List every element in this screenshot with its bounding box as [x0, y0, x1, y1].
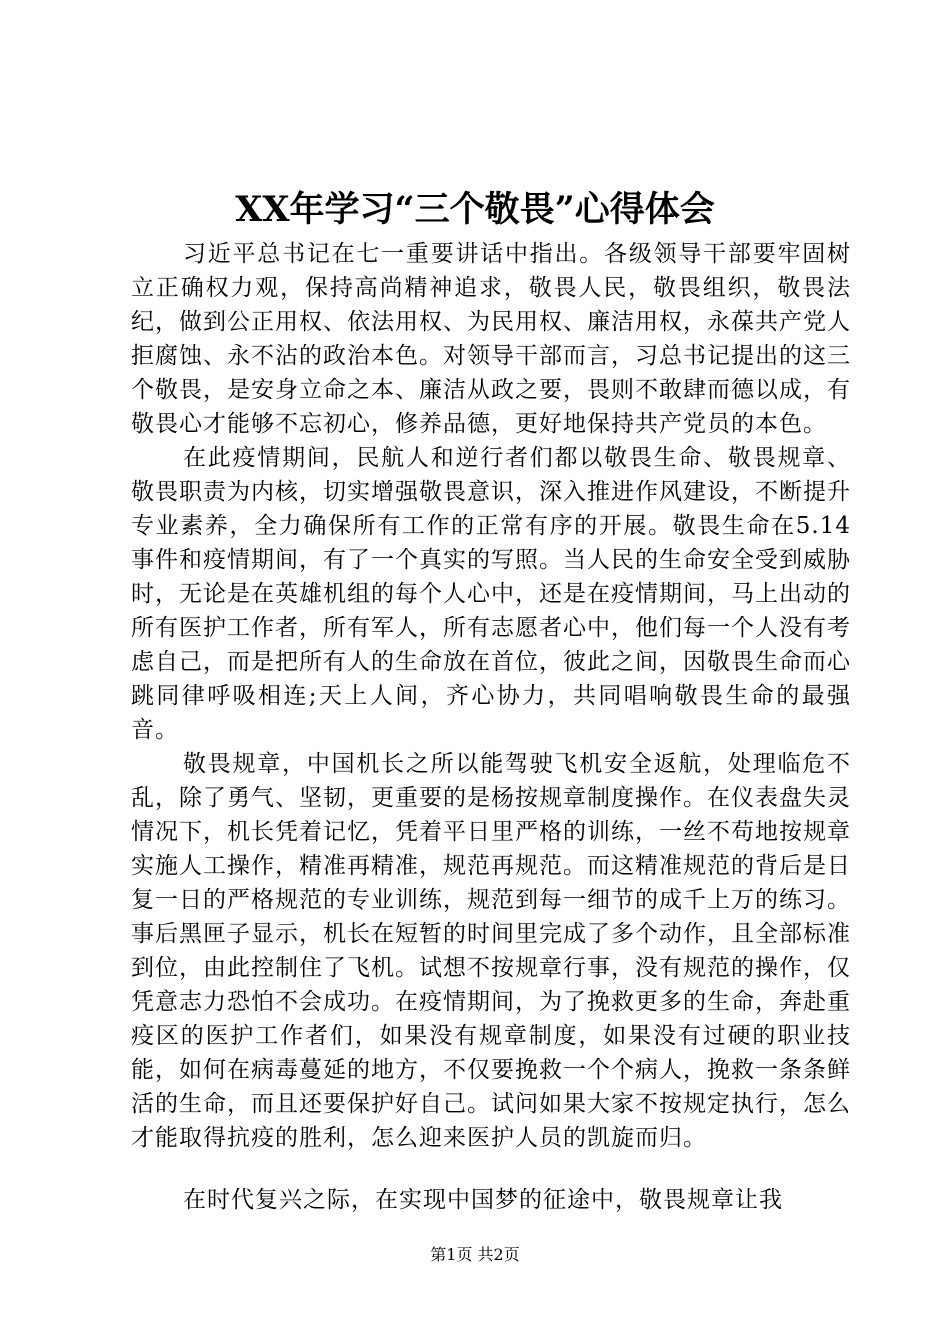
paragraph-2: 在此疫情期间，民航人和逆行者们都以敬畏生命、敬畏规章、敬畏职责为内核，切实增强敬畏意识，深入推进作风建设，不断提升专业素养，全力确保所有工作的正常有序的开展。敬畏生命在5.14事件和疫情期间，有了一个真实的写照。当人民的生命安全受到威胁时，无论是在英雄机组的每个人心中，还是在疫情期间，马上出动的所有医护工作者，所有军人，所有志愿者心中，他们每一个人没有考虑自己，而是把所有人的生命放在首位，彼此之间，因敬畏生命而心跳同律呼吸相连;天上人间，齐心协力，共同唱响敬畏生命的最强音。	[131, 445, 851, 743]
document-title: XX年学习“三个敬畏”心得体会	[235, 189, 715, 230]
paragraph-4: 在时代复兴之际，在实现中国梦的征途中，敬畏规章让我	[183, 1187, 783, 1213]
document-body	[131, 237, 851, 1217]
paragraph-1: 习近平总书记在七一重要讲话中指出。各级领导干部要牢固树立正确权力观，保持高尚精神追求，敬畏人民，敬畏组织，敬畏法纪，做到公正用权、依法用权、为民用权、廉洁用权，永葆共产党人拒腐蚀、永不沾的政治本色。对领导干部而言，习总书记提出的这三个敬畏，是安身立命之本、廉洁从政之要，畏则不敢肆而德以成，有敬畏心才能够不忘初心，修养品德，更好地保持共产党员的本色。	[131, 241, 851, 437]
page-footer: 第1页 共2页	[430, 1245, 520, 1264]
paragraph-3: 敬畏规章，中国机长之所以能驾驶飞机安全返航，处理临危不乱，除了勇气、坚韧，更重要的是杨按规章制度操作。在仪表盘失灵情况下，机长凭着记忆，凭着平日里严格的训练，一丝不苟地按规章实施人工操作，精准再精准，规范再规范。而这精准规范的背后是日复一日的严格规范的专业训练，规范到每一细节的成千上万的练习。事后黑匣子显示，机长在短暂的时间里完成了多个动作，且全部标准到位，由此控制住了飞机。试想不按规章行事，没有规范的操作，仅凭意志力恐怕不会成功。在疫情期间，为了挽救更多的生命，奔赴重疫区的医护工作者们，如果没有规章制度，如果没有过硬的职业技能，如何在病毒蔓延的地方，不仅要挽救一个个病人，挽救一条条鲜活的生命，而且还要保护好自己。试问如果大家不按规定执行，怎么才能取得抗疫的胜利，怎么迎来医护人员的凯旋而归。	[131, 751, 851, 1151]
